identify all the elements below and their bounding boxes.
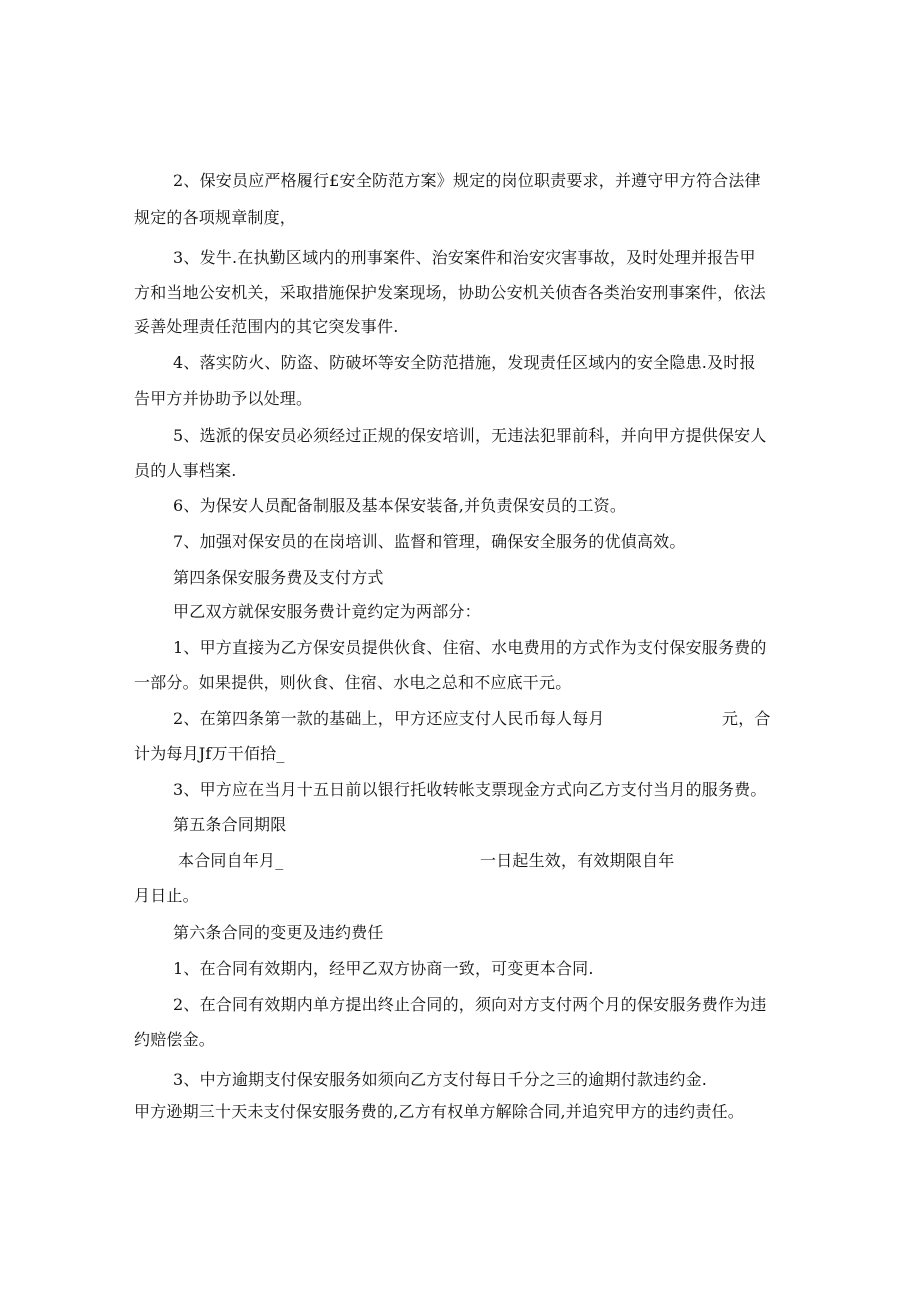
text-line: 约赔偿金。 [134,1030,216,1049]
text-line: 6、为保安人员配备制服及基本保安装备,并负责保安员的工资。 [173,496,627,515]
text-line: 2、在第四条第一款的基础上，甲方还应支付人民币每人每月 [173,709,605,728]
text-line: 方和当地公安机关，采取措施保护发案现场，协助公安机关侦杳各类治安刑事案件，依法 [134,283,766,302]
text-line: 本合同自年月_ [178,851,284,870]
text-line: 规定的各项规章制度， [134,208,297,227]
text-line: 甲乙双方就保安服务费计竟约定为两部分： [173,602,481,621]
text-line: 一日起生效，有效期限自年 [480,851,675,870]
section-heading: 第四条保安服务费及支付方式 [173,568,384,587]
text-line: 2、保安员应严格履行£安全防范方案》规定的岗位职责要求，并遵守甲方符合法律 [173,171,761,190]
section-heading: 第五条合同期限 [173,815,287,834]
text-line: 一部分。如果提供，则伙食、住宿、水电之总和不应底干元。 [134,673,572,692]
text-line: 月日止。 [134,886,199,905]
text-line: 2、在合同有效期内单方提出终止合同的，须向对方支付两个月的保安服务费作为违 [173,995,767,1014]
text-line: 1、甲方直接为乙方保安员提供伙食、住宿、水电费用的方式作为支付保安服务费的 [173,638,767,657]
text-line: 3、中方逾期支付保安服务如须向乙方支付每日千分之三的逾期付款违约金. [173,1070,708,1089]
section-heading: 第六条合同的变更及违约费任 [173,923,384,942]
text-line: 3、甲方应在当月十五日前以银行托收转帐支票现金方式向乙方支付当月的服务费。 [173,780,767,799]
text-line: 妥善处理责任范围内的其它突发事件. [134,317,399,336]
text-line: 告甲方并协助予以处理。 [134,389,313,408]
text-line: 员的人事档案. [134,461,237,480]
text-line: 4、落实防火、防盗、防破坏等安全防范措施，发现责任区域内的安全隐患.及时报 [173,353,756,372]
text-line: 1、在合同有效期内，经甲乙双方协商一致，可变更本合同. [173,959,594,978]
text-line: 7、加强对保安员的在岗培训、监督和管理，确保安全服务的优偵高效。 [173,532,686,551]
text-line: 计为每月Jf万干佰拾_ [134,744,285,763]
text-line: 3、发牛.在执勤区域内的刑事案件、治安案件和治安灾害事故，及时处理并报告甲 [173,248,756,267]
text-line: 5、选派的保安员必须经过正规的保安培训，无违法犯罪前科，并向甲方提供保安人 [173,426,767,445]
text-line: 元，合 [722,709,771,728]
text-line: 甲方逊期三十天未支付保安服务费的,乙方有权单方解除合同,并追究甲方的违约责任。 [134,1102,744,1121]
